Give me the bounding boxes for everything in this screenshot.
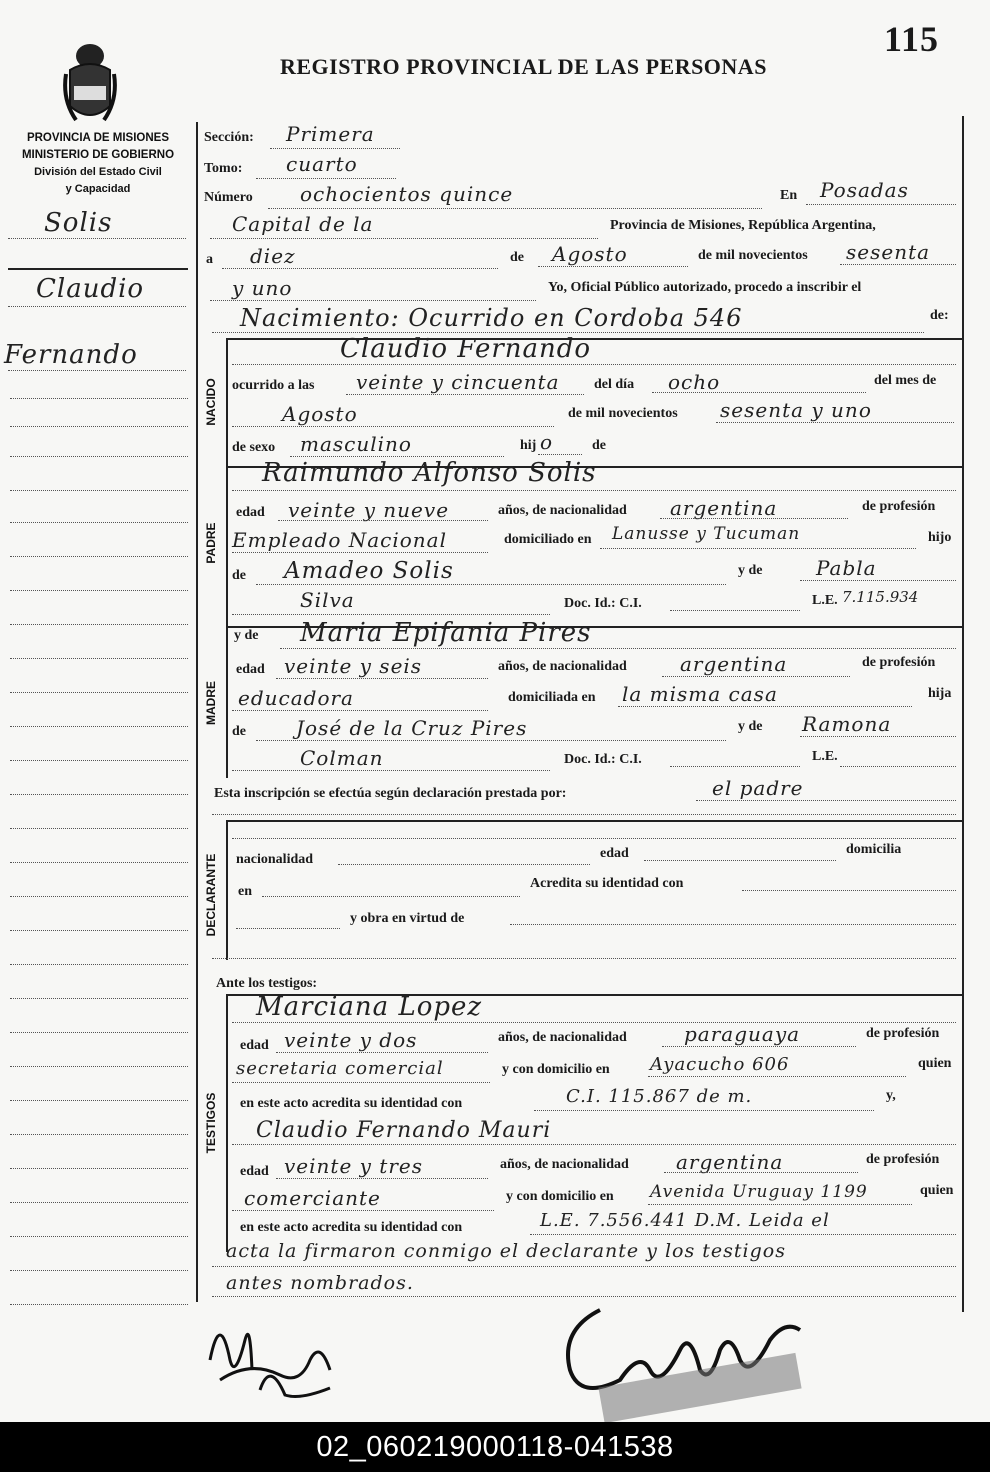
- testigo1-nac-label: años, de nacionalidad: [498, 1030, 627, 1045]
- testigo2-acredita-label: en este acto acredita su identidad con: [240, 1220, 463, 1235]
- sexo-label: de sexo: [232, 440, 276, 455]
- testigos-label: TESTIGOS: [204, 1092, 218, 1154]
- hij-label: hij: [520, 438, 537, 453]
- testigo2-domicilio: Avenida Uruguay 1199: [650, 1182, 868, 1202]
- dia-label: del día: [594, 377, 635, 392]
- nacido-anio: sesenta y uno: [720, 398, 872, 422]
- anio-cont: y uno: [232, 276, 293, 300]
- madre-edad-label: edad: [236, 662, 265, 677]
- testigo1-edad-label: edad: [240, 1038, 269, 1053]
- madre-nacionalidad: argentina: [680, 652, 788, 676]
- padre-de-label: de: [232, 568, 246, 583]
- testigo1-domicilio: Ayacucho 606: [650, 1054, 790, 1075]
- padre-domicilio: Lanusse y Tucuman: [612, 524, 801, 544]
- testigo1-nombre: Marciana Lopez: [256, 992, 483, 1022]
- de-label: de:: [930, 308, 949, 323]
- hij-value: o: [540, 430, 554, 454]
- page-title: REGISTRO PROVINCIAL DE LAS PERSONAS: [280, 54, 767, 79]
- padre-le: 7.115.934: [842, 588, 919, 606]
- fecha-anio-label: de mil novecientos: [698, 248, 808, 263]
- testigo1-y-label: y,: [886, 1088, 896, 1103]
- madre-yde-label: y de: [234, 628, 259, 643]
- left-first-name: Claudio: [36, 274, 145, 304]
- oficial-text: Yo, Oficial Público autorizado, procedo a inscribir el: [548, 280, 862, 295]
- madre-padre: José de la Cruz Pires: [296, 716, 528, 740]
- nacido-sexo: masculino: [300, 432, 412, 456]
- madre-edad: veinte y seis: [284, 654, 423, 678]
- province-label: PROVINCIA DE MISIONES: [26, 132, 170, 144]
- madre-dom-label: domiciliada en: [508, 690, 596, 705]
- seccion-value: Primera: [286, 122, 375, 146]
- testigo2-profesion: comerciante: [244, 1186, 381, 1210]
- testigo1-prof-label: de profesión: [866, 1026, 940, 1041]
- padre-hijo-label: hijo: [928, 530, 952, 545]
- numero-label: Número: [204, 190, 253, 205]
- padre-dom-label: domiciliado en: [504, 532, 592, 547]
- mes-label: del mes de: [874, 373, 937, 388]
- nacido-label: NACIDO: [204, 378, 218, 426]
- padre-padre: Amadeo Solis: [284, 558, 454, 584]
- madre-de-label: de: [232, 724, 246, 739]
- madre-label: MADRE: [204, 681, 218, 725]
- witness-signature: [190, 1300, 360, 1410]
- testigo1-dom-label: y con domicilio en: [502, 1062, 610, 1077]
- ministry-label: MINISTERIO DE GOBIERNO: [21, 149, 175, 161]
- ocurrido-label: ocurrido a las: [232, 378, 315, 393]
- fecha-dia: diez: [250, 244, 296, 268]
- testigo1-doc: C.I. 115.867 de m.: [566, 1086, 753, 1107]
- madre-nac-label: años, de nacionalidad: [498, 659, 627, 674]
- testigo2-nac-label: años, de nacionalidad: [500, 1157, 629, 1172]
- testigo2-nacionalidad: argentina: [676, 1150, 784, 1174]
- ciudad-value: Capital de la: [232, 212, 374, 236]
- madre-yde2-label: y de: [738, 719, 763, 734]
- fecha-a-label: a: [206, 252, 213, 267]
- en-value: Posadas: [820, 178, 909, 202]
- nacimiento-line: Nacimiento: Ocurrido en Cordoba 546: [240, 304, 743, 332]
- seccion-label: Sección:: [204, 130, 254, 145]
- madre-prof-label: de profesión: [862, 655, 936, 670]
- padre-madre: Pabla: [816, 556, 877, 580]
- padre-nacionalidad: argentina: [670, 496, 778, 520]
- padre-le-label: L.E.: [812, 593, 838, 608]
- fecha-anio: sesenta: [846, 240, 931, 264]
- nacido-de-label: de: [592, 438, 606, 453]
- capacity-label: y Capacidad: [65, 183, 131, 195]
- testigo2-nombre: Claudio Fernando Mauri: [256, 1118, 552, 1143]
- left-surname: Solis: [44, 208, 113, 238]
- coat-of-arms-icon: [62, 40, 118, 126]
- fecha-de-label: de: [510, 250, 524, 265]
- madre-madre2: Colman: [300, 746, 384, 770]
- tomo-value: cuarto: [286, 152, 358, 176]
- declarante-edad-label: edad: [600, 846, 629, 861]
- testigo2-prof-label: de profesión: [866, 1152, 940, 1167]
- declarante-nac-label: nacionalidad: [236, 852, 314, 867]
- madre-doc-label: Doc. Id.: C.I.: [564, 752, 642, 767]
- madre-madre: Ramona: [802, 712, 892, 736]
- padre-yde-label: y de: [738, 563, 763, 578]
- padre-prof-label: de profesión: [862, 499, 936, 514]
- cierre-line-2: antes nombrados.: [226, 1272, 414, 1294]
- testigos-intro: Ante los testigos:: [216, 976, 318, 991]
- madre-profesion: educadora: [238, 686, 354, 710]
- left-second-name: Fernando: [4, 340, 138, 370]
- madre-nombre: Maria Epifania Pires: [300, 618, 592, 648]
- testigo1-profesion: secretaria comercial: [236, 1058, 444, 1079]
- madre-hija-label: hija: [928, 686, 952, 701]
- padre-label: PADRE: [204, 522, 218, 564]
- footer-code: 02_060219000118-041538: [0, 1422, 990, 1472]
- madre-le-label: L.E.: [812, 749, 838, 764]
- division-label: División del Estado Civil: [34, 166, 162, 178]
- declaracion-value: el padre: [712, 776, 804, 800]
- left-header: [6, 130, 190, 198]
- padre-profesion: Empleado Nacional: [232, 528, 447, 552]
- padre-madre2: Silva: [300, 588, 355, 612]
- en-label: En: [780, 188, 798, 203]
- declarante-dom-label: domicilia: [846, 842, 902, 857]
- testigo2-dom-label: y con domicilio en: [506, 1189, 614, 1204]
- nacido-hora: veinte y cincuenta: [356, 370, 560, 394]
- cierre-line-1: acta la firmaron conmigo el declarante y los testigos: [226, 1240, 786, 1262]
- nacido-mes: Agosto: [282, 402, 358, 426]
- testigo2-doc: L.E. 7.556.441 D.M. Leida el: [540, 1210, 830, 1231]
- declarante-label: DECLARANTE: [204, 853, 218, 937]
- nacido-dia: ocho: [668, 370, 721, 394]
- declarante-en-label: en: [238, 884, 252, 899]
- testigo1-nacionalidad: paraguaya: [684, 1022, 801, 1046]
- numero-value: ochocientos quince: [300, 182, 514, 206]
- madre-domicilio: la misma casa: [622, 682, 778, 706]
- testigo1-acredita-label: en este acto acredita su identidad con: [240, 1096, 463, 1111]
- declarante-obra-label: y obra en virtud de: [350, 911, 465, 926]
- declaracion-label: Esta inscripción se efectúa según declaración prestada por:: [214, 786, 567, 801]
- page-number: 115: [884, 19, 940, 59]
- padre-doc-label: Doc. Id.: C.I.: [564, 596, 642, 611]
- tomo-label: Tomo:: [204, 161, 243, 176]
- fecha-mes: Agosto: [552, 242, 628, 266]
- testigo2-edad-label: edad: [240, 1164, 269, 1179]
- provincia-text: Provincia de Misiones, República Argentina,: [610, 218, 876, 233]
- testigo2-quien-label: quien: [920, 1183, 954, 1198]
- nacido-anio-label: de mil novecientos: [568, 406, 678, 421]
- testigo2-edad: veinte y tres: [284, 1154, 423, 1178]
- padre-edad-label: edad: [236, 505, 265, 520]
- padre-nac-label: años, de nacionalidad: [498, 503, 627, 518]
- padre-nombre: Raimundo Alfonso Solis: [262, 458, 597, 488]
- testigo1-quien-label: quien: [918, 1056, 952, 1071]
- padre-edad: veinte y nueve: [288, 498, 450, 522]
- declarante-acredita-label: Acredita su identidad con: [530, 876, 684, 891]
- nacido-nombre: Claudio Fernando: [340, 334, 592, 364]
- testigo1-edad: veinte y dos: [284, 1028, 418, 1052]
